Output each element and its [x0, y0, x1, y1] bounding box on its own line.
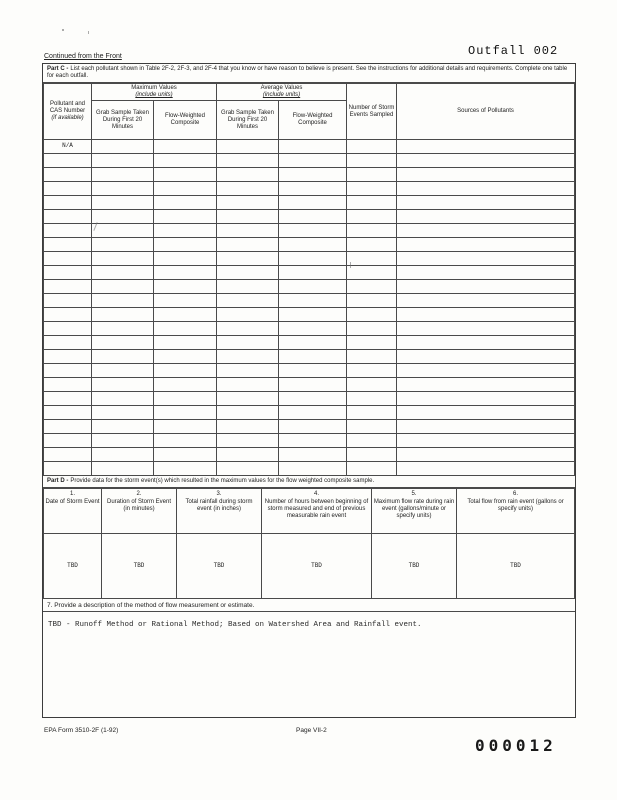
header-average-units-note: (include units) — [262, 92, 301, 99]
storm-event-table-header — [44, 489, 575, 534]
pollutant-cell — [279, 392, 347, 406]
pollutant-cell — [92, 224, 154, 238]
pollutant-cell — [397, 448, 575, 462]
pollutant-cell — [279, 448, 347, 462]
pollutant-cell — [217, 266, 279, 280]
storm-col-6-label: Total flow from rain event (gallons or specify units) — [467, 499, 564, 513]
pollutant-cell — [279, 154, 347, 168]
pollutant-cell — [397, 210, 575, 224]
part-d-instructions: Provide data for the storm event(s) which resulted in the maximum values for the flow weighted composite sample. — [70, 478, 375, 485]
pollutant-cell — [347, 196, 397, 210]
pollutant-cell — [92, 406, 154, 420]
outfall-number: Outfall 002 — [468, 44, 559, 58]
pollutant-cell — [347, 308, 397, 322]
pollutant-row — [44, 294, 575, 308]
pollutant-cell — [347, 266, 397, 280]
pollutant-cell — [154, 210, 217, 224]
pollutant-cell — [347, 140, 397, 154]
pollutant-cell — [279, 364, 347, 378]
pollutant-cell — [217, 420, 279, 434]
pollutant-cell — [44, 154, 92, 168]
pollutant-cell — [279, 378, 347, 392]
pollutant-row — [44, 308, 575, 322]
pollutant-cell — [347, 434, 397, 448]
pollutant-cell — [92, 350, 154, 364]
header-duration-of-storm-event — [102, 489, 177, 534]
pollutant-row — [44, 420, 575, 434]
pollutant-cell — [397, 406, 575, 420]
header-flow-weighted-avg: Flow-Weighted Composite — [279, 101, 347, 140]
pollutant-cell — [397, 462, 575, 476]
pollutant-cell — [217, 406, 279, 420]
storm-event-table — [43, 488, 575, 599]
pollutant-cell — [154, 462, 217, 476]
pollutant-row — [44, 210, 575, 224]
pollutant-table — [43, 83, 575, 476]
header-grab-sample-avg: Grab Sample Taken During First 20 Minutes — [217, 101, 279, 140]
pollutant-cell — [217, 364, 279, 378]
pollutant-cell — [397, 182, 575, 196]
pollutant-cell — [279, 336, 347, 350]
pollutant-cell — [397, 434, 575, 448]
form-body — [42, 63, 576, 718]
pollutant-cell — [279, 420, 347, 434]
pollutant-cell — [154, 434, 217, 448]
header-average-values-text: Average Values — [260, 85, 303, 92]
pollutant-cell — [217, 462, 279, 476]
storm-col-4-number: 4. — [313, 491, 319, 498]
pollutant-cell — [44, 294, 92, 308]
storm-col-3-number: 3. — [216, 491, 222, 498]
pollutant-cell — [92, 196, 154, 210]
part-c-header-bar — [43, 64, 575, 83]
pollutant-cell — [154, 350, 217, 364]
pollutant-cell — [154, 308, 217, 322]
header-hours-between-storms — [262, 489, 372, 534]
pollutant-cell — [44, 196, 92, 210]
header-storm-events-sampled: Number of Storm Events Sampled — [347, 84, 397, 140]
pollutant-cell — [397, 336, 575, 350]
pollutant-cell — [154, 294, 217, 308]
pollutant-cell — [279, 322, 347, 336]
header-maximum-values — [92, 84, 217, 101]
pollutant-cell — [217, 280, 279, 294]
storm-col-6-number: 6. — [512, 491, 518, 498]
pollutant-cell — [279, 224, 347, 238]
pollutant-cell — [44, 420, 92, 434]
pollutant-cell — [217, 294, 279, 308]
part-c-instructions: List each pollutant shown in Table 2F-2, 2F-3, and 2F-4 that you know or have reason to believe is present. See the instructions for additional details and requirements. Complete one table for each outfall. — [47, 66, 568, 80]
pollutant-cell — [397, 168, 575, 182]
pollutant-cell — [44, 266, 92, 280]
pollutant-cell — [347, 462, 397, 476]
pollutant-row — [44, 196, 575, 210]
pollutant-cell — [44, 182, 92, 196]
pollutant-cell — [397, 154, 575, 168]
pollutant-cell — [397, 378, 575, 392]
pollutant-row — [44, 448, 575, 462]
storm-event-row — [44, 534, 575, 599]
pollutant-row — [44, 378, 575, 392]
header-date-of-storm-event — [44, 489, 102, 534]
storm-value-duration: TBD — [102, 534, 177, 599]
pollutant-cell — [217, 434, 279, 448]
pollutant-cell — [44, 406, 92, 420]
pollutant-cell — [92, 308, 154, 322]
pollutant-cell — [44, 308, 92, 322]
storm-col-5-number: 5. — [411, 491, 417, 498]
pollutant-cell — [279, 210, 347, 224]
pollutant-cell — [347, 294, 397, 308]
pollutant-cell — [92, 392, 154, 406]
pollutant-cell — [92, 140, 154, 154]
pollutant-cell — [217, 252, 279, 266]
header-grab-sample-max: Grab Sample Taken During First 20 Minutes — [92, 101, 154, 140]
pollutant-row — [44, 406, 575, 420]
pollutant-row — [44, 336, 575, 350]
pollutant-cell — [279, 238, 347, 252]
pollutant-cell — [44, 350, 92, 364]
pollutant-cell — [279, 294, 347, 308]
pollutant-cell — [217, 210, 279, 224]
pollutant-cell — [92, 364, 154, 378]
pollutant-cell — [279, 308, 347, 322]
pollutant-cell — [154, 196, 217, 210]
pollutant-cell — [347, 336, 397, 350]
scan-artifact — [88, 31, 89, 34]
pollutant-cell — [397, 280, 575, 294]
pollutant-cell — [154, 154, 217, 168]
pollutant-cell — [217, 196, 279, 210]
pollutant-row — [44, 280, 575, 294]
pollutant-cell — [279, 350, 347, 364]
pollutant-cell — [347, 154, 397, 168]
item-7-answer: TBD - Runoff Method or Rational Method; Based on Watershed Area and Rainfall event. — [48, 621, 422, 630]
storm-value-rainfall: TBD — [177, 534, 262, 599]
part-c-title: Part C - — [47, 66, 69, 72]
pollutant-cell — [279, 406, 347, 420]
storm-value-date: TBD — [44, 534, 102, 599]
pollutant-cell — [397, 364, 575, 378]
pollutant-cell — [217, 154, 279, 168]
pollutant-cell — [92, 448, 154, 462]
pollutant-cell — [154, 266, 217, 280]
pollutant-cell — [347, 210, 397, 224]
pollutant-table-body — [44, 140, 575, 476]
pollutant-cell — [347, 322, 397, 336]
pollutant-row — [44, 182, 575, 196]
pollutant-cell — [397, 196, 575, 210]
pollutant-cell — [92, 434, 154, 448]
pollutant-cell — [217, 182, 279, 196]
pollutant-cell — [44, 238, 92, 252]
pollutant-cell — [347, 224, 397, 238]
pollutant-cell — [92, 252, 154, 266]
pollutant-row — [44, 434, 575, 448]
pollutant-cell — [217, 308, 279, 322]
header-pollutant-note: (if available) — [51, 115, 84, 122]
page-number-footer: Page VII-2 — [296, 727, 327, 734]
pollutant-cell — [279, 280, 347, 294]
scan-artifact — [62, 29, 64, 31]
pollutant-cell — [217, 448, 279, 462]
pollutant-cell — [217, 378, 279, 392]
pollutant-cell — [347, 168, 397, 182]
pollutant-cell — [92, 154, 154, 168]
pollutant-row — [44, 350, 575, 364]
pollutant-cell — [154, 336, 217, 350]
item-7-label: 7. Provide a description of the method of flow measurement or estimate. — [43, 599, 575, 612]
pollutant-cell — [217, 168, 279, 182]
pollutant-cell — [44, 210, 92, 224]
pollutant-row — [44, 168, 575, 182]
pollutant-cell — [279, 182, 347, 196]
pollutant-cell — [279, 196, 347, 210]
header-flow-weighted-max: Flow-Weighted Composite — [154, 101, 217, 140]
pollutant-cell — [397, 420, 575, 434]
pollutant-cell — [154, 140, 217, 154]
pollutant-cell — [397, 350, 575, 364]
header-total-rainfall — [177, 489, 262, 534]
continued-from-front-label: Continued from the Front — [44, 53, 122, 60]
pollutant-cell — [44, 336, 92, 350]
pollutant-cell — [397, 252, 575, 266]
pollutant-cell — [44, 168, 92, 182]
storm-col-5-label: Maximum flow rate during rain event (gallons/minute or specify units) — [373, 499, 455, 520]
pollutant-cell — [397, 266, 575, 280]
pollutant-cell — [92, 238, 154, 252]
pollutant-cell — [92, 336, 154, 350]
storm-col-1-number: 1. — [69, 491, 75, 498]
pollutant-cell — [92, 210, 154, 224]
header-pollutant-text: Pollutant and CAS Number — [49, 101, 86, 115]
pollutant-cell — [44, 322, 92, 336]
pollutant-row — [44, 266, 575, 280]
pollutant-cell — [217, 238, 279, 252]
pollutant-cell — [279, 462, 347, 476]
pollutant-cell — [154, 182, 217, 196]
pollutant-cell — [397, 224, 575, 238]
pollutant-row — [44, 238, 575, 252]
pollutant-row — [44, 140, 575, 154]
pollutant-cell — [217, 322, 279, 336]
pollutant-cell — [347, 252, 397, 266]
pollutant-cell — [397, 308, 575, 322]
pollutant-cell — [92, 266, 154, 280]
header-maximum-flow-rate — [372, 489, 457, 534]
pollutant-cell — [347, 406, 397, 420]
pollutant-cell — [92, 378, 154, 392]
pollutant-cell — [217, 140, 279, 154]
pollutant-cell — [92, 280, 154, 294]
pollutant-cell — [92, 420, 154, 434]
pollutant-cell — [44, 378, 92, 392]
pollutant-cell — [347, 420, 397, 434]
header-sources-of-pollutants: Sources of Pollutants — [397, 84, 575, 140]
pollutant-cell — [92, 182, 154, 196]
pollutant-cell — [154, 392, 217, 406]
header-maximum-values-text: Maximum Values — [131, 85, 177, 92]
pollutant-cell — [44, 364, 92, 378]
scan-artifact — [350, 262, 351, 268]
storm-col-2-label: Duration of Storm Event (in minutes) — [106, 499, 172, 513]
pollutant-table-header — [44, 84, 575, 140]
pollutant-row — [44, 154, 575, 168]
pollutant-cell — [279, 266, 347, 280]
storm-col-2-number: 2. — [136, 491, 142, 498]
pollutant-cell — [347, 350, 397, 364]
pollutant-cell — [154, 252, 217, 266]
storm-col-3-label: Total rainfall during storm event (in inches) — [185, 499, 253, 513]
pollutant-cell — [92, 462, 154, 476]
pollutant-row — [44, 392, 575, 406]
form-number-footer: EPA Form 3510-2F (1-92) — [44, 727, 119, 734]
pollutant-cell — [44, 280, 92, 294]
pollutant-cell — [217, 392, 279, 406]
pollutant-cell — [397, 322, 575, 336]
pollutant-cell — [44, 462, 92, 476]
pollutant-cell — [279, 140, 347, 154]
pollutant-row — [44, 252, 575, 266]
pollutant-cell — [44, 224, 92, 238]
pollutant-cell — [347, 378, 397, 392]
pollutant-cell — [154, 378, 217, 392]
pollutant-cell — [154, 280, 217, 294]
pollutant-cell — [347, 182, 397, 196]
pollutant-cell — [397, 238, 575, 252]
pollutant-cell — [44, 252, 92, 266]
pollutant-cell — [44, 392, 92, 406]
pollutant-cell — [347, 392, 397, 406]
pollutant-row — [44, 224, 575, 238]
header-average-values — [217, 84, 347, 101]
pollutant-row — [44, 322, 575, 336]
pollutant-cell — [154, 322, 217, 336]
storm-value-max-flow: TBD — [372, 534, 457, 599]
pollutant-row — [44, 364, 575, 378]
pollutant-cell — [217, 350, 279, 364]
pollutant-cell — [154, 364, 217, 378]
pollutant-row — [44, 462, 575, 476]
pollutant-cell — [44, 448, 92, 462]
storm-value-total-flow: TBD — [457, 534, 575, 599]
pollutant-cell — [397, 140, 575, 154]
pollutant-cell — [154, 406, 217, 420]
header-maximum-units-note: (include units) — [135, 92, 173, 99]
storm-col-4-label: Number of hours between beginning of storm measured and end of previous measurable rain event — [264, 499, 369, 520]
pollutant-cell — [92, 294, 154, 308]
header-pollutant-cas-number — [44, 84, 92, 140]
storm-value-hours: TBD — [262, 534, 372, 599]
document-stamp-number: 000012 — [475, 736, 557, 755]
pollutant-cell — [92, 168, 154, 182]
item-7-section — [43, 599, 575, 692]
pollutant-cell — [44, 434, 92, 448]
pollutant-cell — [154, 448, 217, 462]
pollutant-cell — [154, 238, 217, 252]
pollutant-cell — [154, 420, 217, 434]
header-total-flow — [457, 489, 575, 534]
pollutant-cell — [347, 448, 397, 462]
pollutant-cell — [347, 238, 397, 252]
storm-col-1-label: Date of Storm Event — [45, 499, 100, 506]
part-d-title: Part D - — [47, 478, 69, 485]
pollutant-cell: N/A — [44, 140, 92, 154]
pollutant-cell — [279, 252, 347, 266]
pollutant-cell — [279, 434, 347, 448]
pollutant-cell — [154, 224, 217, 238]
pollutant-cell — [347, 364, 397, 378]
storm-event-table-body — [44, 534, 575, 599]
part-d-header-bar — [43, 476, 575, 488]
pollutant-cell — [279, 168, 347, 182]
pollutant-cell — [397, 294, 575, 308]
pollutant-cell — [154, 168, 217, 182]
pollutant-cell — [397, 392, 575, 406]
pollutant-cell — [217, 336, 279, 350]
pollutant-cell — [92, 322, 154, 336]
pollutant-cell — [217, 224, 279, 238]
pollutant-cell — [347, 280, 397, 294]
